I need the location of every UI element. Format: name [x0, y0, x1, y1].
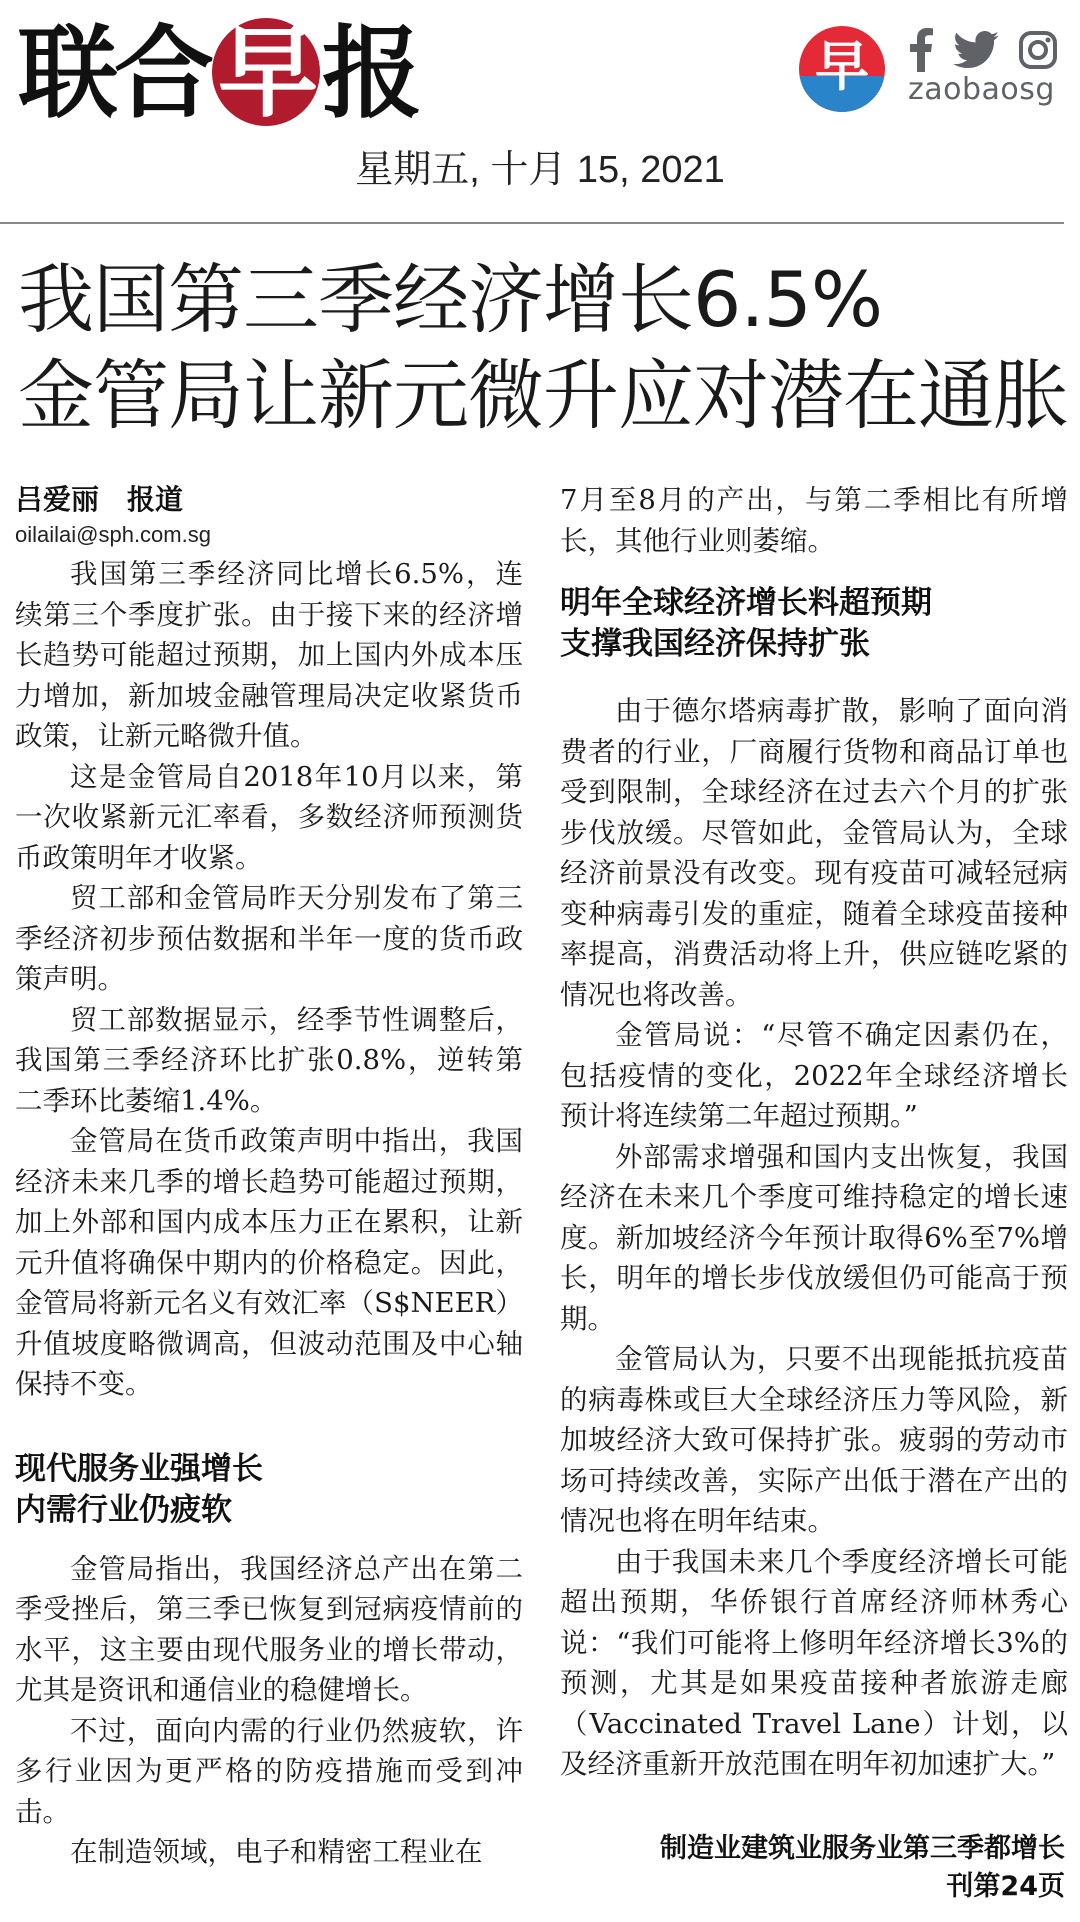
continued-headline: 制造业建筑业服务业第三季都增长: [660, 1833, 1065, 1864]
twitter-icon[interactable]: [953, 31, 999, 69]
body-paragraph: 不过，面向内需的行业仍然疲软，许多行业因为更严格的防疫措施而受到冲击。: [15, 1714, 523, 1828]
body-paragraph: 贸工部数据显示，经季节性调整后，我国第三季经济环比扩张0.8%，逆转第二季环比萎缩1.4%。: [15, 1003, 523, 1117]
logo-zao-circle: 早: [212, 18, 320, 126]
logo-part-2: 报: [322, 14, 418, 132]
social-icons: [908, 26, 1058, 74]
subheading-modern-services: [15, 1449, 523, 1531]
instagram-icon[interactable]: [1018, 30, 1058, 70]
right-column: [560, 480, 1068, 1785]
body-paragraph: 贸工部和金管局昨天分别发布了第三季经济初步预估数据和半年一度的货币政策声明。: [15, 882, 523, 995]
brand-mark-glyph: 早: [815, 35, 869, 98]
subheading-line-2: 支撑我国经济保持扩张: [560, 626, 870, 662]
body-paragraph: 金管局指出，我国经济总产出在第二季受挫后，第三季已恢复到冠病疫情前的水平，这主要由现代服务业的增长带动，尤其是资讯和通信业的稳健增长。: [15, 1552, 523, 1706]
headline-line-1: 我国第三季经济增长6.5%: [18, 255, 883, 344]
headline: [18, 252, 1068, 444]
continued-page-ref: 刊第24页: [946, 1871, 1065, 1902]
author-name: 吕爱丽: [15, 483, 100, 516]
logo-part-1: 联合: [18, 14, 210, 132]
body-paragraph-continued: 7月至8月的产出，与第二季相比有所增长，其他行业则萎缩。: [560, 484, 1068, 557]
headline-line-2: 金管局让新元微升应对潜在通胀: [18, 351, 1068, 440]
masthead-divider: [0, 222, 1064, 224]
issue-date: 星期五, 十月 15, 2021: [355, 149, 725, 191]
body-paragraph: 这是金管局自2018年10月以来，第一次收紧新元汇率看，多数经济师预测货币政策明年才收紧。: [15, 760, 523, 874]
author-email[interactable]: oilailai@sph.com.sg: [15, 522, 211, 547]
body-paragraph: 在制造领域，电子和精密工程业在: [70, 1836, 483, 1868]
subheading-global-growth: [560, 583, 1068, 665]
left-column: [15, 480, 523, 1873]
zaobao-brand-mark[interactable]: [799, 26, 885, 112]
body-paragraph: 金管局在货币政策声明中指出，我国经济未来几季的增长趋势可能超过预期，加上外部和国内成本压力正在累积，让新元升值将确保中期内的价格稳定。因此，金管局将新元名义有效汇率（S$NEER）升值坡度略微调高，但波动范围及中心轴保持不变。: [15, 1125, 523, 1400]
body-paragraph: 由于德尔塔病毒扩散，影响了面向消费者的行业，厂商履行货物和商品订单也受到限制，全球经济在过去六个月的扩张步伐放缓。尽管如此，金管局认为，全球经济前景没有改变。现有疫苗可减轻冠病变种病毒引发的重症，随着全球疫苗接种率提高，消费活动将上升，供应链吃紧的情况也将改善。: [560, 695, 1068, 1011]
body-paragraph: 外部需求增强和国内支出恢复，我国经济在未来几个季度可维持稳定的增长速度。新加坡经济今年预计取得6%至7%增长，明年的增长步伐放缓但仍可能高于预期。: [560, 1140, 1068, 1335]
byline: [15, 480, 523, 520]
subheading-line-1: 明年全球经济增长料超预期: [560, 585, 932, 621]
body-paragraph: 我国第三季经济同比增长6.5%，连续第三个季度扩张。由于接下来的经济增长趋势可能超过预期，加上国内外成本压力增加，新加坡金融管理局决定收紧货币政策，让新元略微升值。: [15, 558, 523, 752]
continued-on-page[interactable]: [560, 1830, 1065, 1906]
body-paragraph: 由于我国未来几个季度经济增长可能超出预期，华侨银行首席经济师林秀心说：“我们可能将上修明年经济增长3%的预测，尤其是如果疫苗接种者旅游走廊（Vaccinated Travel Lane）计划，以及经济重新开放范围在明年初加速扩大。”: [560, 1545, 1068, 1780]
zaobao-logo[interactable]: [18, 13, 418, 132]
byline-role: 报道: [127, 483, 184, 516]
subheading-line-2: 内需行业仍疲软: [15, 1491, 232, 1528]
masthead: [0, 0, 1080, 230]
body-paragraph: 金管局认为，只要不出现能抵抗疫苗的病毒株或巨大全球经济压力等风险，新加坡经济大致可保持扩张。疲弱的劳动市场可持续改善，实际产出低于潜在产出的情况也将在明年结束。: [560, 1343, 1068, 1537]
facebook-icon[interactable]: [908, 28, 934, 72]
body-paragraph: 金管局说：“尽管不确定因素仍在，包括疫情的变化，2022年全球经济增长预计将连续第二年超过预期。”: [560, 1019, 1068, 1132]
subheading-line-1: 现代服务业强增长: [15, 1450, 263, 1487]
social-handle[interactable]: zaobaosg: [908, 72, 1055, 107]
